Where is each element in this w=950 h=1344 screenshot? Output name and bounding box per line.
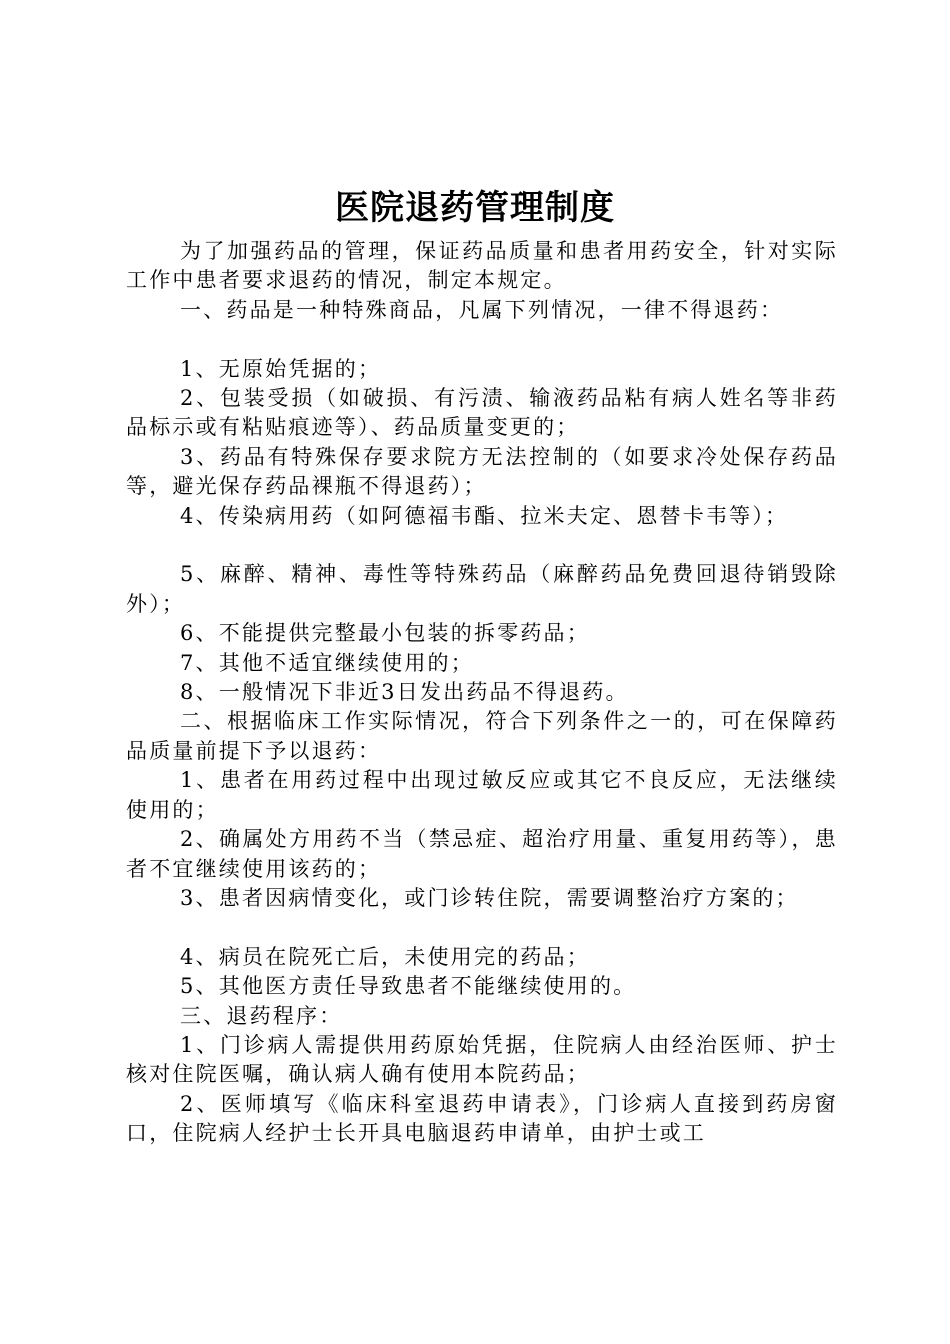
paragraph: 5、其他医方责任导致患者不能继续使用的。 <box>180 974 637 999</box>
paragraph: 一、药品是一种特殊商品，凡属下列情况，一律不得退药： <box>180 297 784 322</box>
document-title: 医院退药管理制度 <box>335 188 615 228</box>
paragraph: 3、药品有特殊保存要求院方无法控制的（如要求冷处保存药品等，避光保存药品裸瓶不得退药）； <box>126 444 838 499</box>
paragraph: 8、一般情况下非近3日发出药品不得退药。 <box>180 680 629 705</box>
paragraph: 4、病员在院死亡后，未使用完的药品； <box>180 944 590 969</box>
paragraph: 2、医师填写《临床科室退药申请表》，门诊病人直接到药房窗口，住院病人经护士长开具电脑退药申请单，由护士或工 <box>126 1091 838 1146</box>
blank-line <box>126 913 838 942</box>
paragraph: 2、确属处方用药不当（禁忌症、超治疗用量、重复用药等），患者不宜继续使用该药的； <box>126 827 838 881</box>
paragraph: 6、不能提供完整最小包装的拆零药品； <box>180 621 590 646</box>
blank-line <box>126 531 838 560</box>
paragraph: 1、门诊病人需提供用药原始凭据，住院病人由经治医师、护士核对住院医嘱，确认病人确有使用本院药品； <box>126 1032 838 1087</box>
paragraph: 1、患者在用药过程中出现过敏反应或其它不良反应，无法继续使用的； <box>126 768 838 822</box>
paragraph: 2、包装受损（如破损、有污渍、输液药品粘有病人姓名等非药品标示或有粘贴痕迹等）、药品质量变更的； <box>126 386 838 440</box>
paragraph: 3、患者因病情变化，或门诊转住院，需要调整治疗方案的； <box>180 885 799 910</box>
paragraph: 4、传染病用药（如阿德福韦酯、拉米夫定、恩替卡韦等）； <box>180 503 789 528</box>
paragraph: 1、无原始凭据的； <box>180 356 382 381</box>
blank-line <box>126 325 838 354</box>
paragraph: 三、退药程序： <box>180 1003 343 1028</box>
paragraph: 二、根据临床工作实际情况，符合下列条件之一的，可在保障药品质量前提下予以退药： <box>126 709 838 763</box>
document-body <box>126 237 838 1149</box>
paragraph: 5、麻醉、精神、毒性等特殊药品（麻醉药品免费回退待销毁除外）； <box>126 562 838 616</box>
paragraph: 7、其他不适宜继续使用的； <box>180 650 474 675</box>
paragraph: 为了加强药品的管理，保证药品质量和患者用药安全，针对实际工作中患者要求退药的情况，制定本规定。 <box>126 239 838 293</box>
